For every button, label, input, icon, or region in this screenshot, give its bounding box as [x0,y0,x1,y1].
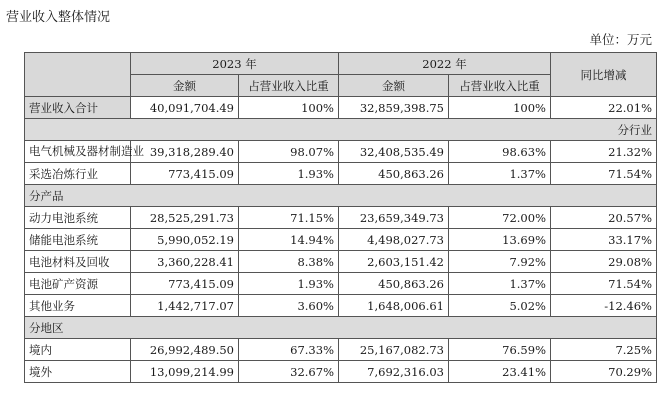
amount-2022: 32,408,535.49 [339,141,449,163]
header-row-years [25,53,657,75]
row-label: 储能电池系统 [25,229,131,251]
amount-2023: 13,099,214.99 [131,361,239,383]
ratio-2023: 98.07% [239,141,339,163]
amount-2023: 773,415.09 [131,163,239,185]
amount-2023: 28,525,291.73 [131,207,239,229]
ratio-2023: 3.60% [239,295,339,317]
ratio-2023: 14.94% [239,229,339,251]
ratio-2023: 71.15% [239,207,339,229]
yoy-change: 71.54% [551,163,657,185]
amount-2022: 2,603,151.42 [339,251,449,273]
ratio-2022: 1.37% [449,273,551,295]
amount-2022: 450,863.26 [339,163,449,185]
yoy-change: -12.46% [551,295,657,317]
ratio-2022: 1.37% [449,163,551,185]
ratio-2022: 13.69% [449,229,551,251]
amount-2023: 26,992,489.50 [131,339,239,361]
amount-2022: 4,498,027.73 [339,229,449,251]
yoy-change: 70.29% [551,361,657,383]
ratio-2022: 23.41% [449,361,551,383]
section-row-industry [25,119,657,141]
ratio-2023: 1.93% [239,273,339,295]
header-yoy: 同比增减 [551,53,657,97]
amount-2022: 450,863.26 [339,273,449,295]
ratio-2023: 8.38% [239,251,339,273]
table-row [25,251,657,273]
ratio-2022: 72.00% [449,207,551,229]
header-amount-2023: 金额 [131,75,239,97]
table-row [25,141,657,163]
table-row-total [25,97,657,119]
row-label: 电气机械及器材制造业 [25,141,131,163]
section-label-region: 分地区 [25,317,657,339]
row-label: 营业收入合计 [25,97,131,119]
amount-2023: 1,442,717.07 [131,295,239,317]
yoy-change: 21.32% [551,141,657,163]
row-label: 采选冶炼行业 [25,163,131,185]
ratio-2022: 5.02% [449,295,551,317]
yoy-change: 20.57% [551,207,657,229]
ratio-2023: 1.93% [239,163,339,185]
section-label-industry: 分行业 [25,119,657,141]
amount-2023: 3,360,228.41 [131,251,239,273]
header-year-2022: 2022 年 [339,53,551,75]
row-label: 境内 [25,339,131,361]
table-row [25,339,657,361]
section-label-product: 分产品 [25,185,657,207]
unit-label: 单位：万元 [589,32,652,47]
row-label: 动力电池系统 [25,207,131,229]
header-amount-2022: 金额 [339,75,449,97]
table-row [25,207,657,229]
ratio-2023: 67.33% [239,339,339,361]
table-row [25,229,657,251]
row-label: 其他业务 [25,295,131,317]
table-row [25,361,657,383]
amount-2023: 39,318,289.40 [131,141,239,163]
amount-2022: 1,648,006.61 [339,295,449,317]
page-title: 营业收入整体情况 [6,10,111,25]
revenue-table [24,52,657,383]
ratio-2023: 100% [239,97,339,119]
yoy-change: 22.01% [551,97,657,119]
yoy-change: 33.17% [551,229,657,251]
table-row [25,295,657,317]
amount-2022: 7,692,316.03 [339,361,449,383]
table-row [25,273,657,295]
yoy-change: 7.25% [551,339,657,361]
header-ratio-2023: 占营业收入比重 [239,75,339,97]
section-row-product [25,185,657,207]
amount-2022: 32,859,398.75 [339,97,449,119]
amount-2022: 23,659,349.73 [339,207,449,229]
table-row [25,163,657,185]
amount-2023: 773,415.09 [131,273,239,295]
row-label: 电池矿产资源 [25,273,131,295]
ratio-2022: 7.92% [449,251,551,273]
header-year-2023: 2023 年 [131,53,339,75]
amount-2023: 40,091,704.49 [131,97,239,119]
yoy-change: 71.54% [551,273,657,295]
section-row-region [25,317,657,339]
header-ratio-2022: 占营业收入比重 [449,75,551,97]
header-empty-cell [25,53,131,97]
row-label: 电池材料及回收 [25,251,131,273]
amount-2022: 25,167,082.73 [339,339,449,361]
ratio-2022: 100% [449,97,551,119]
ratio-2022: 98.63% [449,141,551,163]
ratio-2022: 76.59% [449,339,551,361]
amount-2023: 5,990,052.19 [131,229,239,251]
yoy-change: 29.08% [551,251,657,273]
row-label: 境外 [25,361,131,383]
ratio-2023: 32.67% [239,361,339,383]
